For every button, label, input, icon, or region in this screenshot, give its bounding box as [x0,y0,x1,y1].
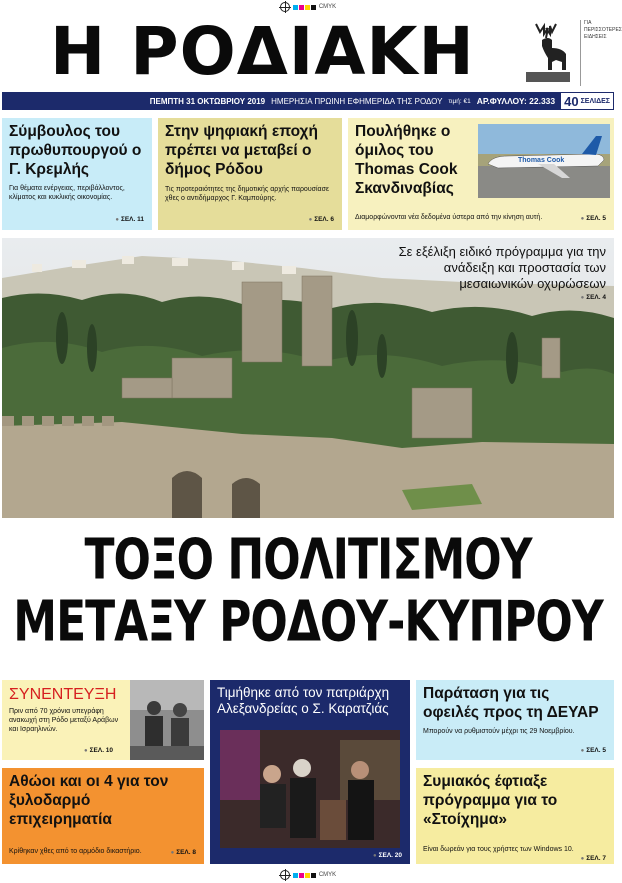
color-swatches [293,5,316,10]
newspaper-title: Η ΡΟΔΙΑΚΗ [50,13,475,90]
main-headline-line2: ΜΕΤΑΞΥ ΡΟΔΟΥ-ΚΥΠΡΟΥ [13,589,603,655]
page-ref: ● ΣΕΛ. 7 [581,855,606,862]
teaser-text: Κρίθηκαν χθες από το αρμόδιο δικαστήριο. [9,848,142,855]
price: τιμή: €1 [448,97,471,105]
page-ref: ● ΣΕΛ. 11 [115,216,144,223]
registration-label: CMYK [318,872,337,878]
teaser-title: Στην ψηφιακή εποχή πρέπει να μεταβεί ο δήμος Ρόδου [165,123,318,178]
tagline: ΗΜΕΡΗΣΙΑ ΠΡΩΙΝΗ ΕΦΗΜΕΡΙΔΑ ΤΗΣ ΡΟΔΟΥ [271,96,443,106]
plane-livery: Thomas Cook [518,157,565,164]
teaser-text: Πριν από 70 χρόνια υπεγράφη ανακωχή στη Ρόδο μεταξύ Αράβων και Ισραηλινών. [9,707,119,733]
main-headline-line1: ΤΟΞΟ ΠΟΛΙΤΙΣΜΟΥ [84,527,532,593]
patriarch-ceremony-photo [220,730,400,848]
page-ref: ● ΣΕΛ. 20 [373,852,402,859]
registration-mark-top [0,0,616,14]
teaser-text: Διαμορφώνονται νέα δεδομένα ύστερα από την κίνηση αυτή. [355,214,543,221]
issue-date: ΠΕΜΠΤΗ 31 ΟΚΤΩΒΡΙΟΥ 2019 [149,96,266,106]
teaser-digital-municipality[interactable] [158,118,342,230]
page-ref: ● ΣΕΛ. 4 [581,294,606,301]
hero-caption: Σε εξέλιξη ειδικό πρόγραμμα για την ανάδειξη και προστασία των μεσαιωνικών οχυρώσεων [398,244,606,291]
teaser-title: Αθώοι και οι 4 για τον ξυλοδαρμό επιχειρηματία [9,773,169,828]
historic-bw-photo [130,680,204,760]
page-ref: ● ΣΕΛ. 8 [171,849,196,856]
teaser-title: Παράταση για τις οφειλές προς τη ΔΕΥΑΡ [423,685,599,721]
teaser-title: ΣΥΝΕΝΤΕΥΞΗ [9,686,117,703]
masthead [0,13,622,90]
page-ref: ● ΣΕΛ. 10 [84,747,113,754]
page-count-label: ΣΕΛΙΔΕΣ [580,97,610,105]
teaser-text: Για θέματα ενέργειας, περιβάλλοντος, κλίματος και κυκλικής οικονομίας. [9,184,125,201]
teaser-text: Μπορούν να ρυθμιστούν μέχρι τις 29 Νοεμβρίου. [423,727,575,735]
teaser-title: Πουλήθηκε ο όμιλος του Thomas Cook Σκανδιναβίας [355,123,458,197]
registration-mark-bottom [0,868,616,882]
teaser-deyar[interactable] [416,680,614,760]
crosshair-icon [280,2,290,12]
page-ref: ● ΣΕΛ. 5 [581,747,606,754]
info-bar [2,92,614,110]
page-ref: ● ΣΕΛ. 6 [309,216,334,223]
teaser-title: Συμιακός έφτιαξε πρόγραμμα για το «Στοίχημα» [423,773,558,828]
crosshair-icon [280,870,290,880]
page-count-number: 40 [564,93,579,109]
airplane-photo [478,124,610,198]
teaser-kremlis[interactable] [2,118,152,230]
deer-logo-icon [522,18,574,84]
teaser-text: Τις προτεραιότητες της δημοτικής αρχής παρουσίασε χθες ο αντιδήμαρχος Γ. Καμπούρης. [165,185,330,202]
color-swatches [293,873,316,878]
teaser-title: Τιμήθηκε από τον πατριάρχη Αλεξανδρείας ο Σ. Καρατζιάς [217,685,390,717]
side-info: ΓΙΑ ΠΕΡΙΣΣΟΤΕΡΕΣ ΕΙΔΗΣΕΙΣ [580,20,610,86]
issue-number: ΑΡ.ΦΥΛΛΟΥ: 22.333 [476,96,556,106]
teaser-acquitted[interactable] [2,768,204,864]
hero-photo [2,238,614,518]
page-ref: ● ΣΕΛ. 5 [581,215,606,222]
registration-label: CMYK [318,4,337,10]
page-count [561,93,613,109]
teaser-title: Σύμβουλος του πρωθυπουργού ο Γ. Κρεμλής [9,123,142,178]
teaser-text: Είναι δωρεάν για τους χρήστες των Windows 10. [423,846,574,853]
teaser-betting-app[interactable] [416,768,614,864]
